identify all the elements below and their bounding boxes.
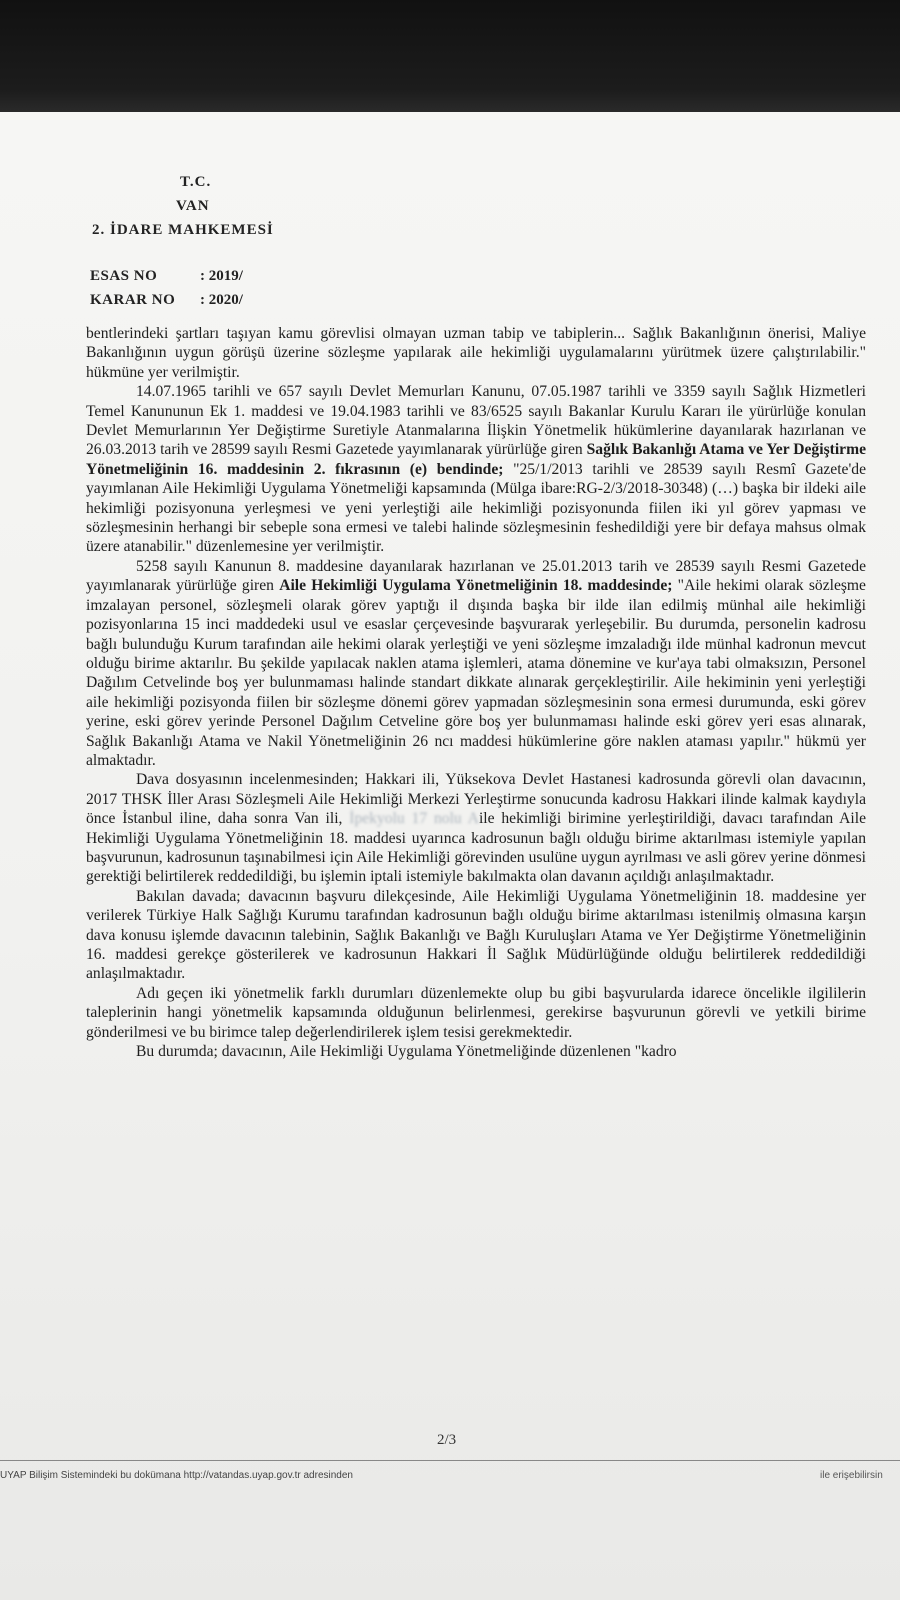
paragraph-4-text-a: Dava dosyasının incelenmesinden; Hakkari ili, Yüksekova Devlet Hastanesi kadrosunda görevli olan davacının, 2017 THSK İller Arası Sözleşmeli Aile Hekimliği Merkezi Yerleştirme sonucunda kadrosu Hakkari ilinde kalmak kaydıyla önce İstanbul iline, daha sonra Van ili, [86,771,866,828]
paragraph-1: bentlerindeki şartları taşıyan kamu görevlisi olmayan uzman tabip ve tabiplerin... Sağlık Bakanlığının önerisi, Maliye Bakanlığının uygun görüşü üzerine sözleşme yapılarak aile hekimliği uygulamalarını yürütmek üzere çalıştırılabilir." hükmüne yer verilmiştir. [86,325,866,381]
page-number: 2/3 [437,1432,457,1448]
paragraph-3-text-a: 5258 sayılı Kanunun 8. maddesine dayanılarak hazırlanan ve 25.01.2013 tarih ve 28539 sayılı Resmi Gazetede yayımlanarak yürürlüğe giren [86,557,866,595]
karar-row [90,288,243,312]
paragraph-5: Bakılan davada; davacının başvuru dilekçesinde, Aile Hekimliği Uygulama Yönetmeliğinin 18. maddesine yer verilerek Türkiye Halk Sağlığı Kurumu tarafından kadrosunun bağlı olduğu birime aktarılması istenilmiş olmasına karşın dava konusu işlemde davacının talebinin, Sağlık Bakanlığı ve Bağlı Kuruluşları Atama ve Yer Değiştirme Yönetmeliğinin 16. maddesi gerekçe gösterilerek ve kadrosunun Hakkari İl Sağlık Müdürlüğünde olduğu belirtilerek reddedildiği anlaşılmaktadır. [86,887,866,983]
case-meta [90,264,243,312]
footer-divider [0,1460,900,1461]
court-header [80,170,274,242]
header-tc: T.C. [180,174,212,190]
paragraph-2 [86,382,866,557]
paragraph-6: Adı geçen iki yönetmelik farklı durumları düzenlemekte olup bu gibi başvurularda idarece öncelikle ilgililerin taleplerinin hangi yönetmelik kapsamında olduğunun belirlenmesi, gerekirse başvurunun görevli ve yetkili birime gönderilmesi ve bu birimce talep değerlendirilerek işlem tesisi gerekmektedir. [86,984,866,1041]
karar-label: KARAR NO [90,292,176,308]
esas-value: : 2019/ [200,268,243,284]
paragraph-2-bold: Sağlık Bakanlığı Atama ve Yer Değiştirme Yönetmeliğinin 16. maddesinin 2. fıkrasının (e) bendinde; [86,441,866,478]
paragraph-4-redacted: İpekyolu 17 nolu A [349,810,479,828]
paragraph-4-text-b: ile hekimliği birimine yerleştirildiği, davacı tarafından Aile Hekimliği Uygulama Yönetmeliğinin 18. maddesi uyarınca kadrosunun bağlı olduğu birime aktarılması istemiyle yapılan başvurunun, kadrosunun taşınabilmesi için Aile Hekimliği görevinden usulüne uygun ayrılması ve asli görev yerine dönmesi gerektiği belirtilerek reddedildiği, bu işlemin iptali istemiyle bakılmakta olan davanın açıldığı anlaşılmaktadır. [86,810,866,886]
esas-row [90,264,243,288]
paragraph-2-text-a: 14.07.1965 tarihli ve 657 sayılı Devlet Memurları Kanunu, 07.05.1987 tarihli ve 3359 sayılı Sağlık Hizmetleri Temel Kanununun Ek 1. maddesi ve 19.04.1983 tarihli ve 83/6525 sayılı Bakanlar Kurulu Kararı ile yürürlüğe konulan Devlet Memurlarının Yer Değiştirme Suretiyle Atanmalarına İlişkin Yönetmelik hükümlerine dayanılarak hazırlanan ve 26.03.2013 tarih ve 28599 sayılı Resmi Gazetede yayımlanarak yürürlüğe giren [86,383,866,459]
header-city: VAN [176,198,210,214]
document-body [86,324,866,1061]
footer-right-text: ile erişebilirsin [820,1470,883,1481]
footer-uyap-text: UYAP Bilişim Sistemindeki bu dokümana http://vatandas.uyap.gov.tr adresinden [0,1470,353,1481]
paragraph-4 [86,770,866,886]
esas-label: ESAS NO [90,268,158,284]
document-page [0,112,900,1600]
paragraph-3-bold: Aile Hekimliği Uygulama Yönetmeliğinin 18. maddesinde; [279,577,673,595]
top-shadow [0,0,900,112]
header-court: 2. İDARE MAHKEMESİ [92,222,274,238]
paragraph-3 [86,557,866,770]
paragraph-7: Bu durumda; davacının, Aile Hekimliği Uygulama Yönetmeliğinde düzenlenen "kadro [136,1043,677,1061]
paragraph-2-text-b: "25/1/2013 tarihli ve 28539 sayılı Resmî Gazete'de yayımlanan Aile Hekimliği Uygulama Yönetmeliği kapsamında (Mülga ibare:RG-2/3/2018-30348) (…) başka bir ildeki aile hekimliği pozisyonuna yerleşmesi ve yeni yerleştiği aile hekimliği pozisyonunda fiilen iki yıl görev yapması ve sözleşmesinin herhangi bir sebeple sona ermesi ve talebi halinde sözleşmesinin feshedildiği yere bir defaya mahsus olmak üzere atanabilir." düzenlemesine yer verilmiştir. [86,460,866,556]
karar-value: : 2020/ [200,292,243,308]
paragraph-3-text-b: "Aile hekimi olarak sözleşme imzalayan personel, sözleşmeli olarak görev yaptığı il dışında başka bir ilde ilan edilmiş münhal aile hekimliği pozisyonlarına 15 inci maddedeki usul ve esaslar çerçevesinde başvurarak yerleşebilir. Bu durumda, personelin kadrosu bağlı bulunduğu Kurum tarafından aile hekimi olarak yerleştiği ve yeni sözleşme imzaladığı ilde münhal kadronun mevcut olduğu birime aktarılır. Bu şekilde yapılacak naklen atama işlemleri, atama dönemine ve kur'aya tabi olmaksızın, Personel Dağılım Cetvelinde boş yer bulunmaması halinde standart dikkate alınarak gerçekleştirilir. Aile hekiminin yeni yerleştiği aile hekimliği pozisyonda fiilen bir sözleşme dönemi görev yapmadan sözleşmesinin sona ermesi durumunda, eski görev yerine, eski görev yerinde Personel Dağılım Cetveline göre boş yer bulunmaması halinde eski görev yeri esas alınarak, Sağlık Bakanlığı Atama ve Nakil Yönetmeliğinin 26 ncı maddesi hükümlerine göre naklen ataması yapılır." hükmü yer almaktadır. [86,577,866,769]
